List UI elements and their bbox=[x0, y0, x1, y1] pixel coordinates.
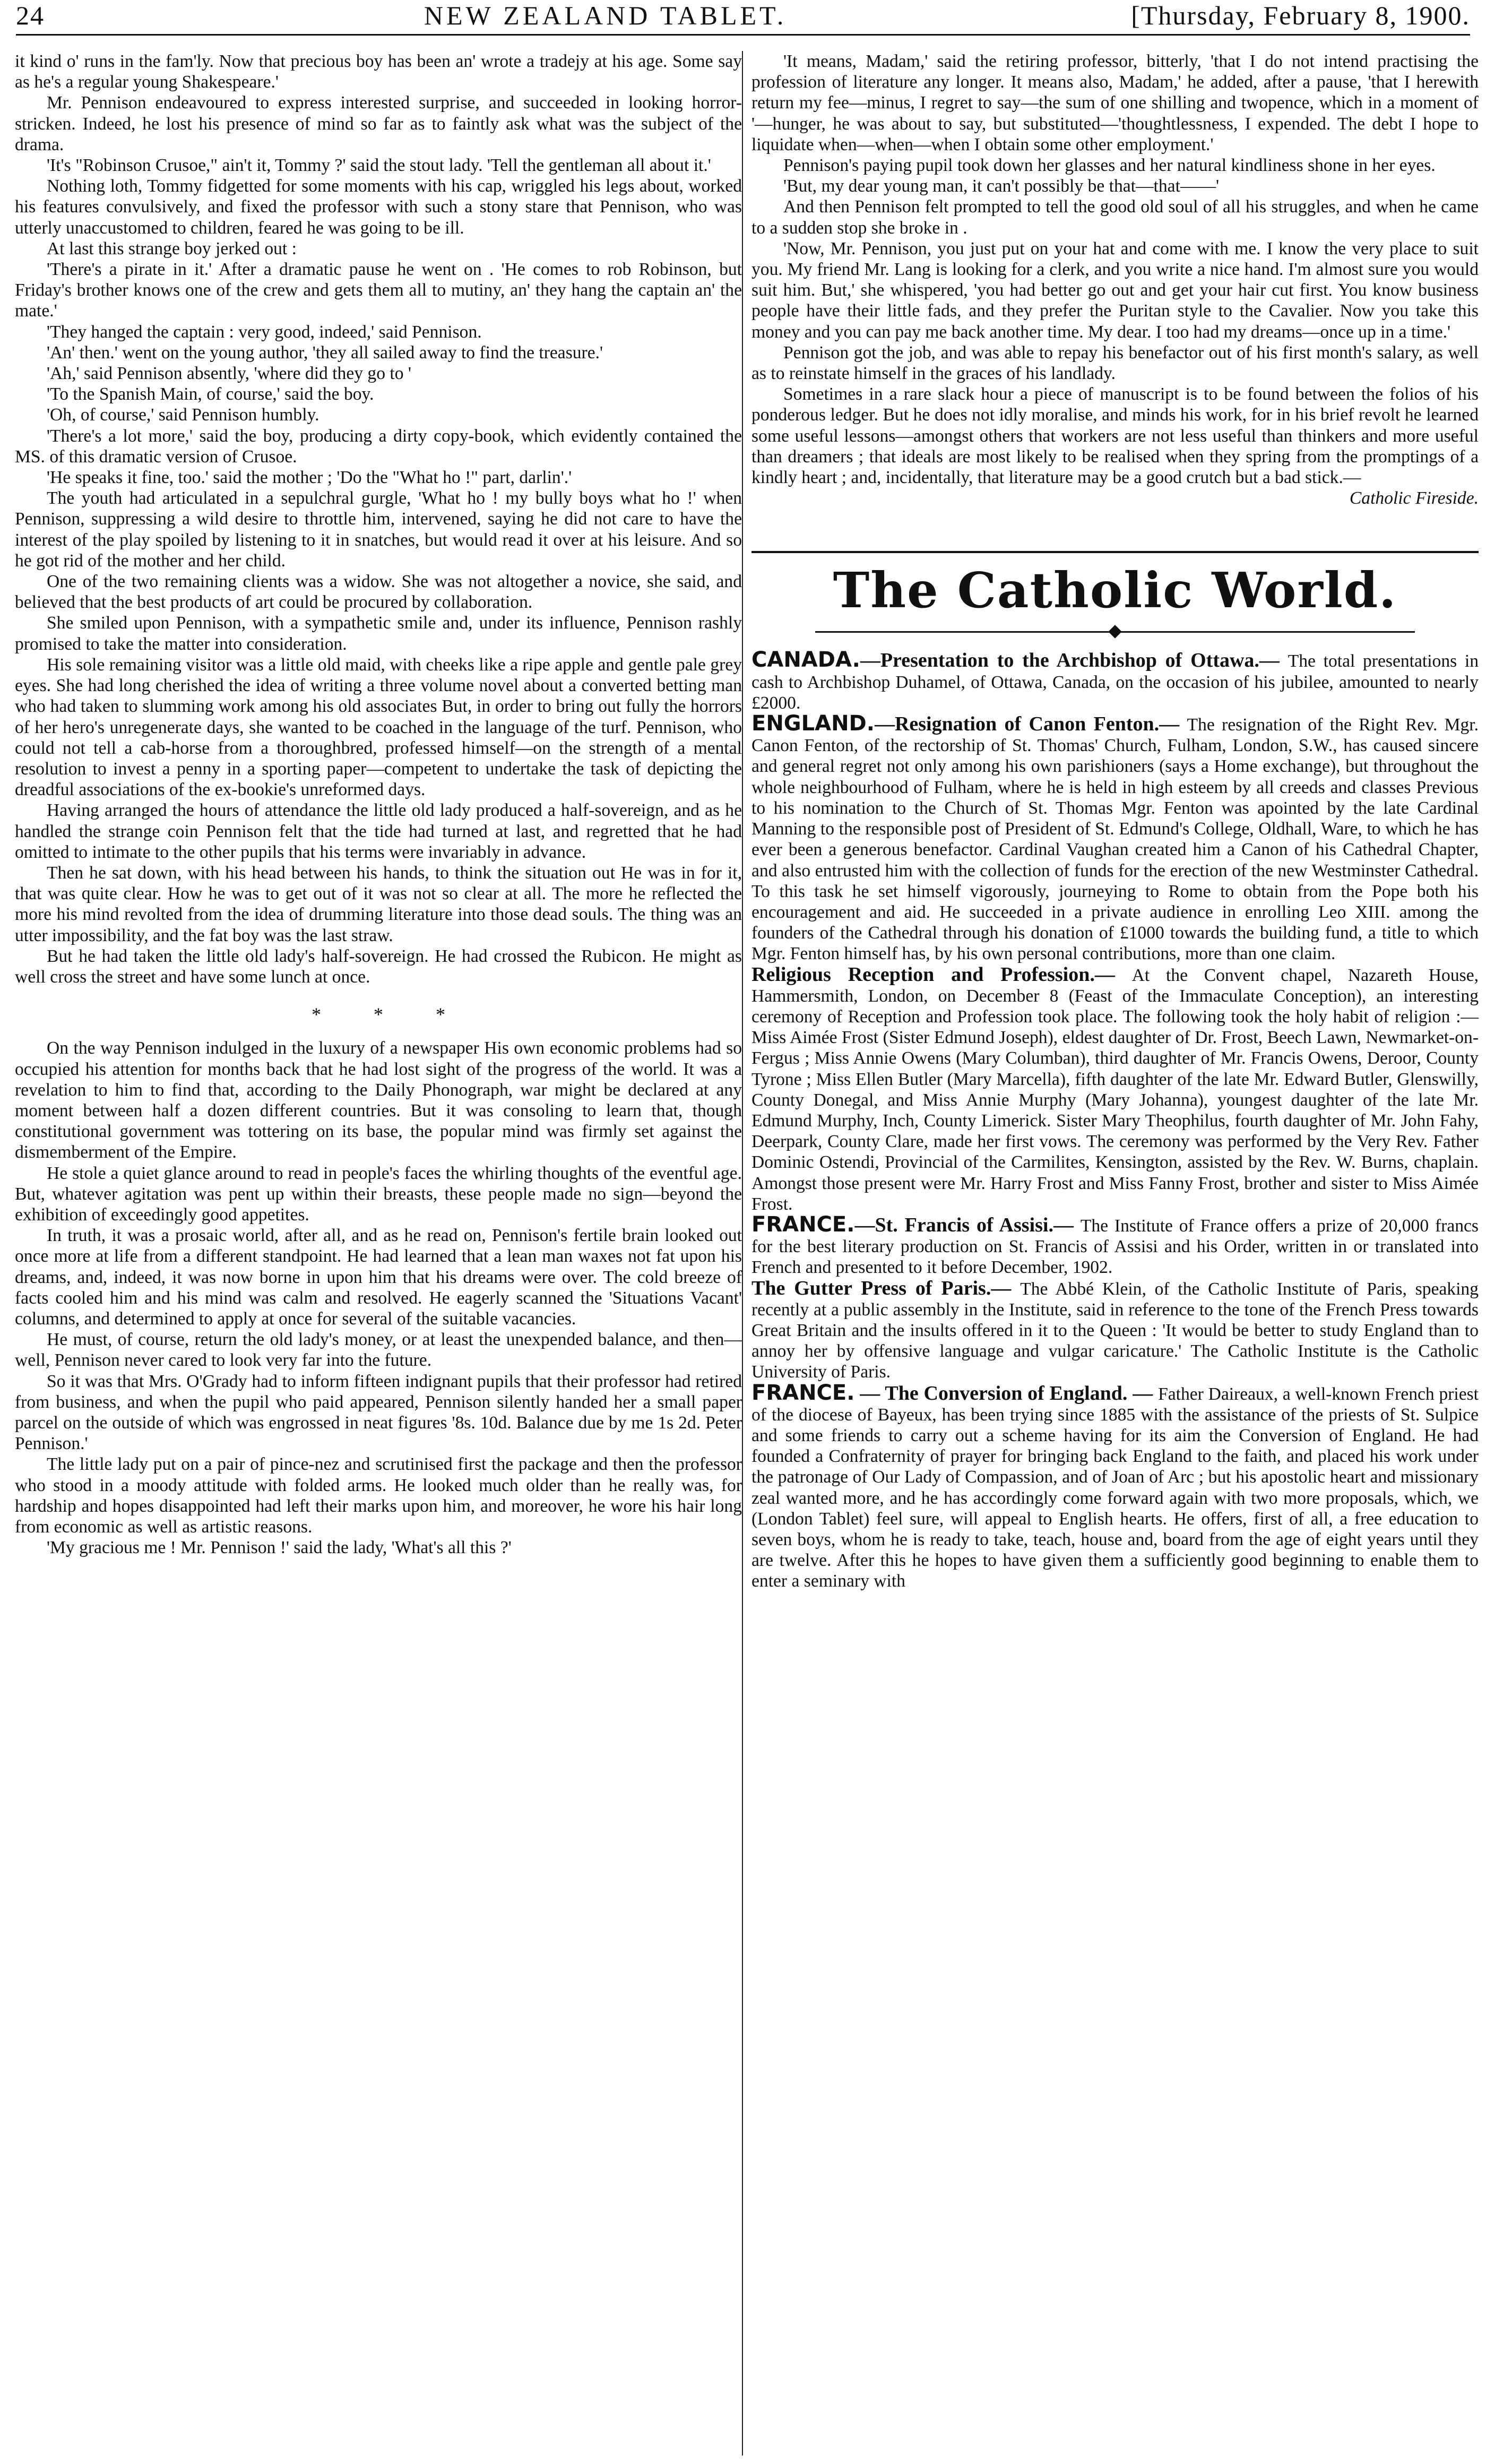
story-paragraph: At last this strange boy jerked out : bbox=[47, 238, 297, 259]
story-paragraph: 'Now, Mr. Pennison, you just put on your hat and come with me. I know the very place to suit you. My friend Mr. Lang is looking for a clerk, and you write a nice hand. I'm almost sure you would suit him. But,' she whispered, 'you had better go out and get your hair cut first. You know business people have their little fads, and they prefer the Puritan style to the Cavalier. Now you take this money and you can pay me back another time. My dear. I too had my dreams—once up in a time.' bbox=[751, 238, 1479, 342]
story-paragraph: Nothing loth, Tommy fidgetted for some moments with his cap, wriggled his legs about, worked his features convulsively, and fixed the professor with such a stony stare that Pennison, who was utterly unaccustomed to children, feared he was going to be ill. bbox=[15, 176, 742, 238]
story-paragraph: 'Oh, of course,' said Pennison humbly. bbox=[47, 405, 319, 425]
news-country: FRANCE. bbox=[751, 1380, 855, 1405]
news-body: At the Convent chapel, Nazareth House, Hammersmith, London, on December 8 (Feast of the Immaculate Conception), an interesting ceremony of Reception and Profession took place. The following took the holy habit of religion :—Miss Aimée Frost (Sister Edmund Joseph), eldest daughter of Dr. Frost, Beech Lawn, Newmarket-on-Fergus ; Miss Annie Owens (Mary Columban), third daughter of Mr. Francis Owens, Deroor, County Tyrone ; Miss Ellen Butler (Mary Marcella), fifth daughter of the late Mr. Edward Butler, Glenswilly, County Donegal, and Miss Annie Murphy (Mary Johanna), youngest daughter of the late Mr. Edmund Murphy, Inch, County Limerick. Sister Mary Theophilus, fourth daughter of Mr. John Fahy, Deerpark, County Clare, made her first vows. The ceremony was performed by the Very Rev. Father Dominic Ostendi, Provincial of the Carmilites, Kensington, assisted by the Rev. W. Burns, chaplain. Amongst those present were Mr. Harry Frost and Miss Fanny Frost, brother and sister to Miss Aimée Frost. bbox=[751, 965, 1479, 1214]
column-divider bbox=[742, 51, 743, 2456]
section-heading: The Catholic World. bbox=[751, 551, 1479, 622]
story-paragraph: Having arranged the hours of attendance the little old lady produced a half-sovereign, and as he handled the strange coin Pennison felt that the tide had turned at last, and regretted that he had omitted to intimate to the other pupils that his terms were invariably in advance. bbox=[15, 800, 742, 862]
story-paragraph: Sometimes in a rare slack hour a piece of manuscript is to be found between the folios of his ponderous ledger. But he does not idly moralise, and minds his work, for in his brief revolt he learned some useful lessons—amongst others that workers are not less useful than thinkers and more useful than dreamers ; that ideals are most likely to be realised when they spring from the promptings of a kindly heart ; and, incidentally, that literature may be a good crutch but a bad stick.— bbox=[751, 384, 1479, 488]
story-paragraph: On the way Pennison indulged in the luxury of a newspaper His own economic problems had so occupied his attention for months back that he had lost sight of the progress of the world. It was a revelation to him to find that, according to the Daily Phonograph, war might be declared at any moment between half a dozen different countries. But it was consoling to learn that, though constitutional government was tottering on its base, the popular mind was firmly set against the dismemberment of the Empire. bbox=[15, 1038, 742, 1162]
news-headline: The Gutter Press of Paris.— bbox=[751, 1277, 1021, 1299]
story-paragraph: But he had taken the little old lady's half-sovereign. He had crossed the Rubicon. He might as well cross the street and have some lunch at once. bbox=[15, 946, 742, 987]
news-body: The Abbé Klein, of the Catholic Institute of Paris, speaking recently at a public assembly in the Institute, said in reference to the tone of the French Press towards Great Britain and the insults offered in it to the Queen : 'It would be better to study England than to annoy her by offensive language and vulgar caricature.' The Catholic Institute is the Catholic University of Paris. bbox=[751, 1279, 1479, 1382]
story-paragraph: In truth, it was a prosaic world, after all, and as he read on, Pennison's fertile brain looked out once more at life from a different standpoint. He had learned that a lean man waxes not fat upon his dreams, and, indeed, it was now borne in upon him that his dreams were over. The cold breeze of facts cooled him and his mind was calm and resolved. He eagerly scanned the 'Situations Vacant' columns, and determined to apply at once for several of the suitable vacancies. bbox=[15, 1226, 742, 1329]
news-headline: — The Conversion of England. — bbox=[854, 1382, 1159, 1405]
story-paragraph: Then he sat down, with his head between his hands, to think the situation out He was in for it, that was quite clear. How he was to get out of it was not so clear at all. The more he reflected the more his mind revolted from the idea of drumming literature into those dead souls. The thing was an utter impossibility, and the fat boy was the last straw. bbox=[15, 863, 742, 945]
news-item bbox=[751, 1278, 1479, 1383]
story-paragraph: His sole remaining visitor was a little old maid, with cheeks like a ripe apple and gentle pale grey eyes. She had long cherished the idea of writing a three volume novel about a converted betting man who had taken to slumming work among his old associates But, in order to bring out fully the horrors of her hero's unregenerate days, she wanted to be coached in the language of the turf. Pennison, who could not tell a cab-horse from a thoroughbred, professed himself—on the strength of a mental resolution to invest a penny in a sporting paper—competent to undertake the task of depicting the dreadful associations of the ex-bookie's unreformed days. bbox=[15, 654, 742, 800]
story-paragraph: 'It means, Madam,' said the retiring professor, bitterly, 'that I do not intend practising the profession of literature any longer. It means also, Madam,' he added, after a pause, 'that I herewith return my fee—minus, I regret to say—the sum of one shilling and twopence, which in a moment of '—hunger, he was about to say, but substituted—'thoughtlessness, I expended. The debt I hope to liquidate when—when—when I obtain some other employment.' bbox=[751, 51, 1479, 154]
story-paragraph: One of the two remaining clients was a widow. She was not altogether a novice, she said, and believed that the best products of art could be procured by collaboration. bbox=[15, 572, 742, 613]
section-separator: * * * bbox=[312, 1004, 445, 1026]
story-paragraph: 'They hanged the captain : very good, indeed,' said Pennison. bbox=[47, 322, 482, 342]
story-paragraph: Mr. Pennison endeavoured to express interested surprise, and succeeded in looking horror-stricken. Indeed, he lost his presence of mind so far as to faintly ask what was the subject of the drama. bbox=[15, 93, 742, 154]
story-paragraph: So it was that Mrs. O'Grady had to inform fifteen indignant pupils that their professor had retired from business, and when the pupil who paid appeared, Pennison silently handed her a small paper parcel on the outside of which was engrossed in neat figures '8s. 10d. Balance due by me 1s 2d. Peter Pennison.' bbox=[15, 1371, 742, 1454]
story-paragraph: 'There's a pirate in it.' After a dramatic pause he went on . 'He comes to rob Robinson, but Friday's brother knows one of the crew and gets them all to mutiny, an' they hang the captain an' the mate.' bbox=[15, 260, 742, 321]
story-signature-line bbox=[751, 488, 1479, 509]
heading-ornament bbox=[751, 625, 1479, 638]
news-items bbox=[751, 650, 1479, 1591]
news-country: FRANCE. bbox=[751, 1212, 855, 1237]
news-item bbox=[751, 713, 1479, 964]
news-headline: —St. Francis of Assisi.— bbox=[854, 1213, 1081, 1236]
story-paragraph: 'It's "Robinson Crusoe," ain't it, Tommy ?' said the stout lady. 'Tell the gentleman all about it.' bbox=[47, 156, 711, 176]
newspaper-title: NEW ZEALAND TABLET. bbox=[424, 1, 787, 30]
story-paragraph: 'But, my dear young man, it can't possibly be that—that——' bbox=[783, 176, 1220, 196]
story-continuation bbox=[15, 51, 742, 987]
story-paragraph: it kind o' runs in the fam'ly. Now that precious boy has been an' wrote a tradejy at his age. Some say as he's a regular young Shakespeare.' bbox=[15, 51, 742, 92]
story-paragraph: She smiled upon Pennison, with a sympathetic smile and, under its influence, Pennison rashly promised to take the matter into consideration. bbox=[15, 613, 742, 654]
news-item bbox=[751, 1214, 1479, 1278]
news-headline: Religious Reception and Profession.— bbox=[751, 963, 1132, 986]
story-ending bbox=[751, 51, 1479, 488]
story-paragraph: The little lady put on a pair of pince-nez and scrutinised first the package and then the professor who stood in a moody attitude with folded arms. He looked much older than he really was, for hardship and hopes disappointed had left their marks upon him, and moreover, he wore his hair long from economic as well as artistic reasons. bbox=[15, 1454, 742, 1537]
news-item bbox=[751, 650, 1479, 713]
news-body: The resignation of the Right Rev. Mgr. Canon Fenton, of the rectorship of St. Thomas' Church, Fulham, London, S.W., has caused sincere and general regret not only among his own parishioners (says a Home exchange), but throughout the whole neighbourhood of Fulham, where he is held in high esteem by all creeds and classes Previous to his nomination to the Church of St. Thomas Mgr. Fenton was apointed by the late Cardinal Manning to the responsible post of President of St. Edmund's College, Oldhall, Ware, to which he has ever been a generous benefactor. Cardinal Vaughan created him a Canon of his Cathedral Chapter, and also entrusted him with the collection of funds for the erection of the new Westminster Cathedral. To this task he set himself vigorously, journeying to Rome to obtain from the Pope both his encouragement and aid. He succeeded in a private audience in enrolling Leo XIII. among the founders of the Cathedral through his donation of £1000 towards the building fund, a title to which Mgr. Fenton himself has, by his own personal contributions, more than one claim. bbox=[751, 715, 1479, 964]
news-item bbox=[751, 964, 1479, 1214]
story-paragraph: He must, of course, return the old lady's money, or at least the unexpended balance, and then—well, Pennison never cared to look very far into the future. bbox=[15, 1330, 742, 1371]
left-column bbox=[15, 51, 742, 1558]
right-column bbox=[751, 51, 1479, 1592]
story-paragraph: 'There's a lot more,' said the boy, producing a dirty copy-book, which evidently contained the MS. of this dramatic version of Crusoe. bbox=[15, 426, 742, 467]
story-paragraph: And then Pennison felt prompted to tell the good old soul of all his struggles, and when he came to a sudden stop she broke in . bbox=[751, 197, 1479, 238]
news-body: The total presentations in cash to Archbishop Duhamel, of Ottawa, Canada, on the occasion of his jubilee, amounted to nearly £2000. bbox=[751, 651, 1479, 713]
news-headline: —Presentation to the Archbishop of Ottawa.— bbox=[860, 649, 1288, 672]
story-paragraph: The youth had articulated in a sepulchral gurgle, 'What ho ! my bully boys what ho !' when Pennison, suppressing a wild desire to throttle him, intervened, saying he did not care to have the interest of the play spoiled by listening to it in snatches, but would read it over at his leisure. And so he got rid of the mother and her child. bbox=[15, 488, 742, 571]
story-signature: Catholic Fireside. bbox=[1349, 488, 1479, 509]
story-paragraph: 'My gracious me ! Mr. Pennison !' said the lady, 'What's all this ?' bbox=[47, 1538, 512, 1558]
news-body: Father Daireaux, a well-known French priest of the diocese of Bayeux, has been trying since 1885 with the assistance of the priests of St. Sulpice and some friends to carry out a scheme having for its aim the Conversion of England. He had founded a Confraternity of prayer for bringing back England to the faith, and placed his work under the patronage of Our Lady of Compassion, and of Joan of Arc ; but his apostolic heart and missionary zeal wanted more, and he has accordingly come forward again with two more proposals, which, we (London Tablet) feel sure, will appeal to English hearts. He offers, first of all, a free education to seven boys, whom he is ready to take, teach, house and, board from the age of eight years until they are twelve. After this he hopes to have given them a sufficiently good beginning to enable them to enter a seminary with bbox=[751, 1384, 1479, 1591]
story-paragraph: Pennison's paying pupil took down her glasses and her natural kindliness shone in her eyes. bbox=[783, 156, 1436, 176]
story-paragraph: 'An' then.' went on the young author, 'they all sailed away to find the treasure.' bbox=[47, 342, 603, 363]
story-paragraph: Pennison got the job, and was able to repay his benefactor out of his first month's salary, as well as to reinstate himself in the graces of his landlady. bbox=[751, 342, 1479, 384]
story-paragraph: 'He speaks it fine, too.' said the mother ; 'Do the "What ho !" part, darlin'.' bbox=[47, 468, 572, 488]
story-paragraph: 'Ah,' said Pennison absently, 'where did they go to ' bbox=[47, 364, 411, 384]
news-country: CANADA. bbox=[751, 648, 860, 673]
story-continuation-after bbox=[15, 1038, 742, 1558]
issue-date: [Thursday, February 8, 1900. bbox=[1131, 1, 1470, 30]
story-paragraph: He stole a quiet glance around to read in people's faces the whirling thoughts of the eventful age. But, whatever agitation was pent up within their breasts, these people made no sign—beyond the exhibition of exceedingly good appetites. bbox=[15, 1163, 742, 1225]
story-paragraph: 'To the Spanish Main, of course,' said the boy. bbox=[47, 384, 374, 404]
page-number: 24 bbox=[16, 1, 45, 30]
news-item bbox=[751, 1380, 1479, 1592]
masthead bbox=[16, 0, 1470, 36]
news-country: ENGLAND. bbox=[751, 711, 875, 736]
news-headline: —Resignation of Canon Fenton.— bbox=[874, 713, 1187, 736]
news-body: The Institute of France offers a prize of 20,000 francs for the best literary production on St. Francis of Assisi and his Order, written in or translated into French and presented to it before December, 1902. bbox=[751, 1216, 1479, 1278]
